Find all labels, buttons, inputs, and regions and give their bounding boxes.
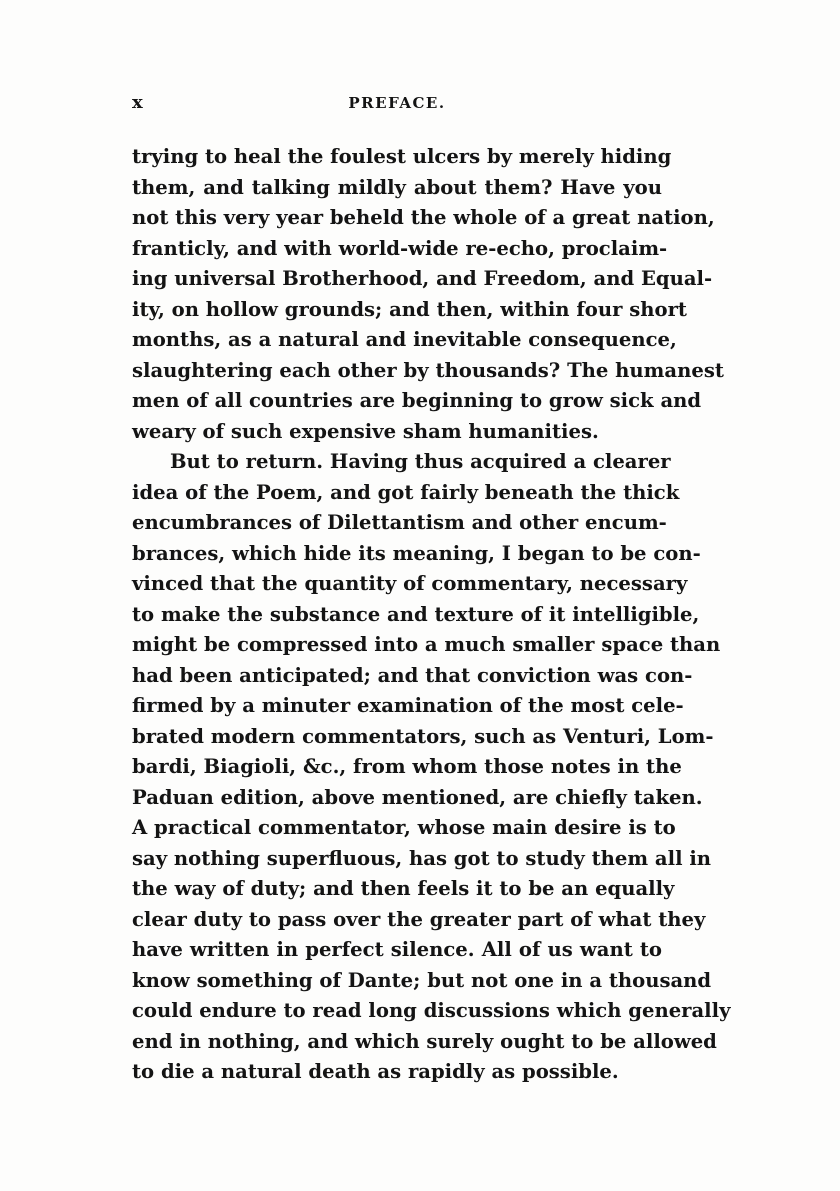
text-line: months, as a natural and inevitable consequence,: [132, 328, 677, 351]
text-line: them, and talking mildly about them? Have you: [132, 175, 662, 199]
text-line: brances, which hide its meaning, I began to be con-: [132, 541, 701, 565]
running-header: [132, 92, 662, 122]
text-line: trying to heal the foulest ulcers by merely hiding: [132, 145, 672, 168]
text-line: to die a natural death as rapidly as possible.: [132, 1060, 619, 1083]
text-line: vinced that the quantity of commentary, necessary: [132, 572, 688, 595]
text-line: had been anticipated; and that conviction was con-: [132, 663, 693, 687]
text-line: might be compressed into a much smaller space than: [132, 633, 721, 656]
text-line: ing universal Brotherhood, and Freedom, and Equal-: [132, 267, 713, 290]
page-number: x: [132, 92, 144, 113]
text-line: men of all countries are beginning to grow sick and: [132, 389, 702, 412]
text-line: weary of such expensive sham humanities.: [132, 419, 599, 443]
text-line: could endure to read long discussions which generally: [132, 999, 731, 1022]
text-line: But to return. Having thus acquired a clearer: [170, 450, 671, 473]
text-line: the way of duty; and then feels it to be an equally: [132, 877, 675, 900]
text-line: bardi, Biagioli, &c., from whom those notes in the: [132, 755, 682, 778]
running-title: PREFACE.: [348, 94, 446, 112]
text-line: not this very year beheld the whole of a great nation,: [132, 206, 715, 229]
text-line: have written in perfect silence. All of us want to: [132, 938, 662, 961]
text-line: idea of the Poem, and got fairly beneath the thick: [132, 480, 680, 504]
text-line: to make the substance and texture of it intelligible,: [132, 602, 700, 626]
paragraph: [132, 142, 724, 447]
body-text: [132, 142, 731, 1088]
text-line: brated modern commentators, such as Venturi, Lom-: [132, 724, 714, 748]
text-line: ity, on hollow grounds; and then, within four short: [132, 297, 687, 321]
text-line: firmed by a minuter examination of the most cele-: [132, 694, 684, 717]
text-line: A practical commentator, whose main desire is to: [132, 816, 676, 839]
paragraph: [132, 447, 731, 1088]
text-line: slaughtering each other by thousands? The humanest: [132, 358, 724, 382]
text-line: know something of Dante; but not one in a thousand: [132, 968, 712, 992]
text-line: encumbrances of Dilettantism and other encum-: [132, 511, 667, 534]
text-line: clear duty to pass over the greater part of what they: [132, 907, 706, 931]
text-line: Paduan edition, above mentioned, are chiefly taken.: [132, 785, 703, 809]
text-line: end in nothing, and which surely ought to be allowed: [132, 1029, 717, 1053]
text-line: say nothing superfluous, has got to study them all in: [132, 846, 712, 870]
text-line: franticly, and with world-wide re-echo, proclaim-: [132, 236, 668, 260]
